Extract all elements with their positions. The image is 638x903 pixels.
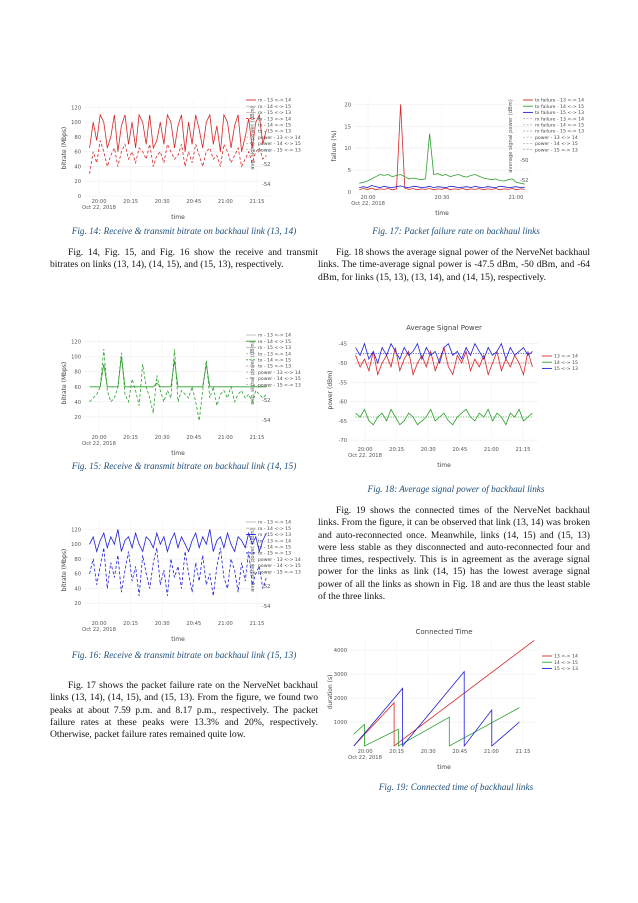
y-tick-label: 0 [77,194,81,200]
legend-label: 13 <-> 14 [554,654,578,660]
x-tick-label: 20:45 [452,749,468,755]
legend-label: tx failure - 14 <-> 15 [535,104,585,110]
y-axis-label: bitrate (Mbps) [61,548,68,592]
y2-tick-label: -52 [262,162,271,168]
x-axis-label: time [171,214,185,221]
legend-label: tx - 14 <-> 15 [258,123,292,129]
y-tick-label: -70 [338,438,347,445]
paragraph-text: Fig. 19 shows the connected times of the NerveNet backhaul links. From the figure, it can be observed that link (13, 14) was broken and auto-reconnected once. Meanwhile, links (14, 15) and (15, 13) were less stable as they disconnected and auto-reconnected four and three times, respectively. This is in agreement as the average signal power for the links as link (14, 15) has the lowest average signal power of all the links as shown in Fig. 18 and are thus the least stable of the three links. [318,505,590,603]
legend-label: rx - 15 <-> 13 [258,346,292,352]
legend-label: rx failure - 13 <-> 14 [535,117,584,123]
legend-label: tx - 14 <-> 15 [258,545,292,551]
figure-17 [328,92,590,218]
x-tick-label: 20:45 [186,199,202,205]
legend-label: power - 15 <-> 13 [258,570,301,576]
fig19-chart [324,624,590,772]
x-tick-label: Oct 22, 2018 [82,627,116,633]
x-tick-label: 21:00 [483,749,499,755]
x-tick-label: 21:00 [483,447,499,453]
y-tick-label: 60 [74,571,81,578]
legend-label: power - 15 <-> 13 [258,383,301,389]
legend-label: 15 <-> 13 [554,367,578,373]
y-tick-label: 20 [344,102,351,109]
y-tick-label: 4000 [333,648,347,654]
x-axis-label: time [171,450,185,457]
figure-14 [58,92,320,222]
x-tick-label: 21:15 [515,447,531,453]
y-tick-label: 1000 [333,720,347,726]
y-tick-label: 120 [71,339,81,346]
legend-label: rx failure - 14 <-> 15 [535,123,584,129]
legend-label: tx - 15 <-> 13 [258,129,292,135]
figure-18 [324,320,590,470]
y2-axis-label: avg. signal power (dBm) [250,528,256,592]
x-tick-label: 21:00 [217,435,233,441]
x-tick-label: 20:30 [154,199,170,205]
series-line [356,348,533,375]
x-tick-label: 20:45 [186,435,202,441]
legend-label: tx - 13 <-> 14 [258,352,292,358]
fig16-caption: Fig. 16: Receive & transmit bitrate on backhaul link (15, 13) [71,650,297,660]
legend-label: tx - 15 <-> 13 [258,364,292,370]
legend-label: power - 13 <-> 14 [535,135,578,141]
fig14-caption: Fig. 14: Receive & transmit bitrate on backhaul link (13, 14) [71,226,297,236]
paragraph-fig14-16 [50,247,318,272]
x-tick-label: 20:30 [434,195,450,201]
paragraph-fig17 [50,680,318,741]
legend-label: 14 <-> 15 [554,360,578,366]
legend-label: rx - 15 <-> 13 [258,533,292,539]
y-tick-label: 100 [71,120,81,127]
legend-label: rx - 14 <-> 15 [258,526,292,532]
x-tick-label: 20:45 [452,447,468,453]
x-tick-label: Oct 22, 2018 [82,205,116,211]
x-tick-label: 20:15 [389,447,405,453]
fig15-caption: Fig. 15: Receive & transmit bitrate on backhaul link (14, 15) [71,461,297,471]
chart-title: Connected Time [415,628,473,636]
legend-label: rx - 15 <-> 13 [258,111,292,117]
paragraph-text: Fig. 18 shows the average signal power of the NerveNet backhaul links. The time-average signal power is -47.5 dBm, -50 dBm, and -64 dBm, for links (15, 13), (13, 14), and (14, 15), respectively. [318,247,590,283]
x-tick-label: 20:15 [389,749,405,755]
y-tick-label: 100 [71,354,81,361]
y-tick-label: 10 [344,146,351,153]
series-line [354,708,520,746]
legend-label: power - 13 <-> 14 [258,135,301,141]
fig16-chart [58,514,320,644]
y2-axis-label: avg. signal power (dBm) [250,106,256,170]
x-tick-label: 20:00 [91,199,107,205]
x-tick-label: 20:15 [123,199,139,205]
fig18-chart [324,320,590,470]
y2-axis-label: average signal power (dBm) [508,99,514,173]
y-tick-label: 80 [74,369,81,376]
x-tick-label: 21:00 [508,195,524,201]
x-tick-label: 20:30 [154,435,170,441]
legend-label: rx - 13 <-> 14 [258,98,292,104]
legend-label: rx failure - 15 <-> 13 [535,129,584,135]
x-tick-label: 21:00 [217,199,233,205]
y2-tick-label: -54 [262,604,271,610]
legend-label: tx - 13 <-> 14 [258,117,292,123]
x-tick-label: 21:15 [515,749,531,755]
legend-label: tx failure - 13 <-> 14 [535,98,585,104]
x-tick-label: 20:00 [91,435,107,441]
y2-tick-label: -52 [262,584,271,590]
fig19-caption: Fig. 19: Connected time of backhaul links [378,782,534,792]
y-tick-label: 20 [74,179,81,186]
x-tick-label: Oct 22, 2018 [348,755,382,761]
paragraph-text: Fig. 14, Fig. 15, and Fig. 16 show the receive and transmit bitrates on links (13, 14), (14, 15), and (15, 13), respectively. [50,247,318,271]
x-tick-label: Oct 22, 2018 [348,453,382,459]
legend-label: power - 14 <-> 15 [258,564,301,570]
y2-tick-label: -50 [520,158,529,164]
y2-tick-label: -52 [262,398,271,404]
fig14-chart [58,92,320,222]
legend-label: 15 <-> 13 [554,667,578,673]
x-tick-label: 20:45 [186,621,202,627]
legend-label: tx - 15 <-> 13 [258,551,292,557]
x-tick-label: 20:30 [154,621,170,627]
y2-tick-label: -54 [262,418,271,424]
y-tick-label: 5 [347,168,351,175]
legend-label: power - 14 <-> 15 [258,377,301,383]
x-tick-label: 20:00 [357,749,373,755]
fig18-caption: Fig. 18: Average signal power of backhaul links [367,484,545,494]
y-axis-label: bitrate (Mbps) [61,361,68,405]
fig17-caption: Fig. 17: Packet failure rate on backhaul links [372,226,540,236]
x-tick-label: 21:15 [249,621,265,627]
y-tick-label: 60 [74,384,81,391]
y-tick-label: -55 [338,380,347,387]
y-tick-label: 60 [74,149,81,156]
y-tick-label: 2000 [333,696,347,702]
y-tick-label: 40 [74,164,81,171]
y-tick-label: 120 [71,527,81,534]
paragraph-fig19 [318,505,590,603]
y2-tick-label: -52 [520,178,529,184]
y-tick-label: 40 [74,586,81,593]
legend-label: tx - 14 <-> 15 [258,358,292,364]
x-tick-label: 20:00 [360,195,376,201]
x-tick-label: 21:00 [217,621,233,627]
legend-label: 13 <-> 14 [554,354,578,360]
y-axis-label: bitrate (Mbps) [61,126,68,170]
legend-label: power - 13 <-> 14 [258,557,301,563]
series-line [354,672,520,746]
y-tick-label: 120 [71,105,81,112]
y-tick-label: -50 [338,361,347,367]
x-tick-label: 21:15 [249,199,265,205]
y2-axis-label: avg. signal power (dBm) [250,341,256,405]
x-tick-label: 20:00 [357,447,373,453]
y-tick-label: -65 [338,418,347,425]
chart-title: Average Signal Power [406,324,482,332]
y-tick-label: -60 [338,399,347,406]
x-tick-label: 20:15 [123,435,139,441]
y-tick-label: 40 [74,399,81,406]
y-tick-label: 80 [74,556,81,563]
y-tick-label: 0 [347,190,351,196]
legend-label: rx - 14 <-> 15 [258,104,292,110]
legend-label: power - 15 <-> 13 [258,148,301,154]
legend-label: rx - 13 <-> 14 [258,520,292,526]
legend-label: rx - 14 <-> 15 [258,339,292,345]
x-axis-label: time [437,462,451,469]
legend-label: power - 14 <-> 15 [258,142,301,148]
series-line [90,141,267,174]
x-tick-label: 20:30 [420,749,436,755]
legend-label: power - 13 <-> 14 [258,370,301,376]
y-axis-label: power (dBm) [327,370,334,410]
x-tick-label: Oct 22, 2018 [351,201,385,207]
legend-label: 14 <-> 15 [554,660,578,666]
legend-label: power - 15 <-> 13 [535,148,578,154]
legend-label: rx - 13 <-> 14 [258,333,292,339]
x-tick-label: Oct 22, 2018 [82,441,116,447]
series-line [90,529,267,551]
series-line [354,640,534,746]
fig15-chart [58,326,320,458]
y-tick-label: -45 [338,341,347,348]
fig17-chart [328,92,590,218]
y-axis-label: failure (%) [331,130,338,162]
x-tick-label: 20:15 [123,621,139,627]
y-tick-label: 15 [344,124,351,131]
legend-label: tx failure - 15 <-> 13 [535,111,585,117]
x-tick-label: 21:15 [249,435,265,441]
y-axis-label: duration (s) [327,674,334,710]
x-tick-label: 20:30 [420,447,436,453]
figure-15 [58,326,320,458]
figure-16 [58,514,320,644]
legend-label: power - 14 <-> 15 [535,142,578,148]
x-axis-label: time [435,210,449,217]
paragraph-fig18 [318,247,590,284]
x-tick-label: 20:00 [91,621,107,627]
series-line [90,115,267,152]
y-tick-label: 100 [71,542,81,549]
y-tick-label: 3000 [333,672,347,678]
legend-label: tx - 13 <-> 14 [258,539,292,545]
y-tick-label: 20 [74,601,81,608]
x-axis-label: time [437,764,451,771]
y2-tick-label: -54 [262,182,271,188]
paragraph-text: Fig. 17 shows the packet failure rate on the NerveNet backhaul links (13, 14), (14, 15), and (15, 13). From the figure, we found two peaks at about 7.59 p.m. and 8.17 p.m., respectively. The packet failure rates at these peaks were 13.3% and 20%, respectively. Otherwise, packet failure rates remained quite low. [50,680,318,741]
y-tick-label: 80 [74,134,81,141]
figure-19 [324,624,590,772]
x-axis-label: time [171,636,185,643]
y-tick-label: 20 [74,414,81,421]
